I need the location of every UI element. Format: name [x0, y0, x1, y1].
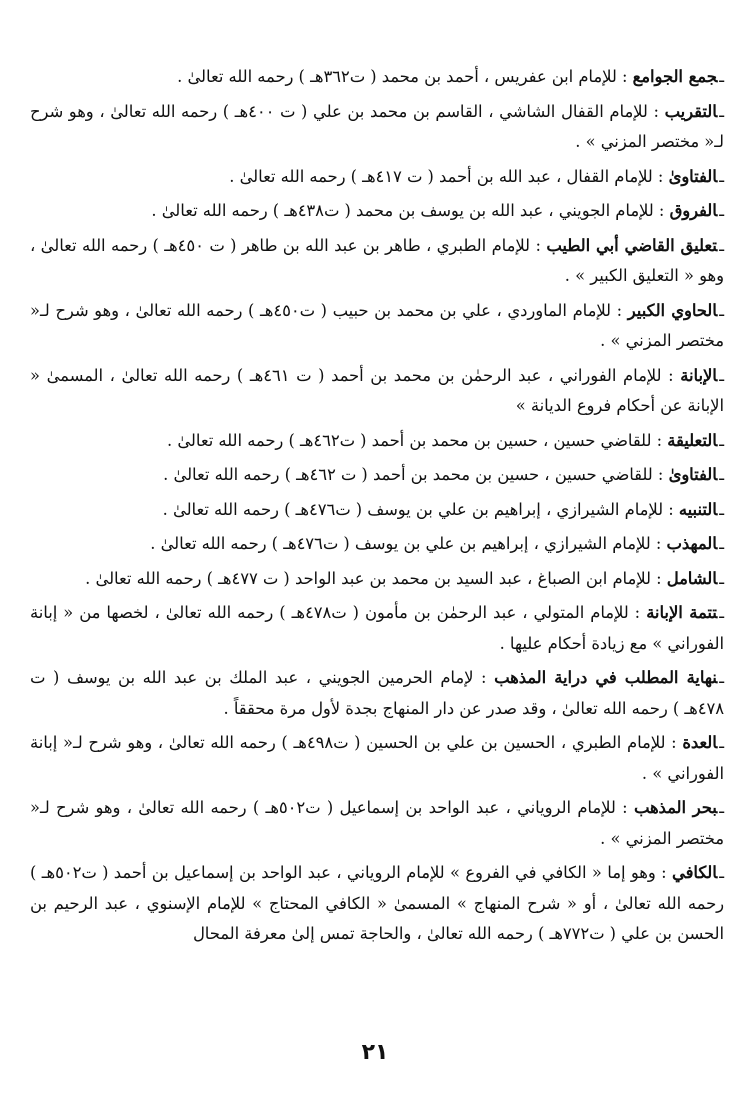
list-item: ـالكافي : وهو إما « الكافي في الفروع » للإمام الروياني ، عبد الواحد بن إسماعيل بن أحمد ( ت٥٠٢هـ ) رحمه الله تعالىٰ ، أو « شرح المنهاج » المسمىٰ « الكافي المحتاج » للإمام الإسنوي ، عبد الرحيم بن الحسن بن علي ( ت٧٧٢هـ ) رحمه الله تعالىٰ ، والحاجة تمس إلىٰ معرفة المحال: [30, 863, 725, 943]
book-title: التعليقة: [667, 430, 718, 450]
book-description: : للإمام الماوردي ، علي بن محمد بن حبيب ( ت٤٥٠هـ ) رحمه الله تعالىٰ ، وهو شرح لـ« مختصر المزني » .: [30, 300, 724, 350]
list-item: ـبحر المذهب : للإمام الروياني ، عبد الواحد بن إسماعيل ( ت٥٠٢هـ ) رحمه الله تعالىٰ ، وهو شرح لـ« مختصر المزني » .: [30, 798, 724, 848]
list-item: ـالشامل : للإمام ابن الصباغ ، عبد السيد بن محمد بن عبد الواحد ( ت ٤٧٧هـ ) رحمه الله تعالىٰ .: [85, 568, 724, 588]
list-item: ـالتقريب : للإمام القفال الشاشي ، القاسم بن محمد بن علي ( ت ٤٠٠هـ ) رحمه الله تعالىٰ ، وهو شرح لـ« مختصر المزني » .: [30, 101, 725, 151]
list-item: ـتتمة الإبانة : للإمام المتولي ، عبد الرحمٰن بن مأمون ( ت٤٧٨هـ ) رحمه الله تعالىٰ ، لخصها من « إبانة الفوراني » مع زيادة أحكام عليها .: [30, 603, 725, 653]
book-description: : للإمام ابن عفريس ، أحمد بن محمد ( ت٣٦٢هـ ) رحمه الله تعالىٰ .: [177, 67, 633, 86]
book-description: : للإمام الجويني ، عبد الله بن يوسف بن محمد ( ت٤٣٨هـ ) رحمه الله تعالىٰ .: [151, 201, 670, 220]
book-title: الكافي: [672, 863, 718, 882]
book-title: الشامل: [666, 568, 718, 588]
book-description: : للإمام الفوراني ، عبد الرحمٰن بن محمد بن أحمد ( ت ٤٦١هـ ) رحمه الله تعالىٰ ، المسمىٰ « الإبانة عن أحكام فروع الديانة »: [30, 365, 724, 415]
book-description: : لإمام الحرمين الجويني ، عبد الملك بن عبد الله بن يوسف ( ت ٤٧٨هـ ) رحمه الله تعالىٰ ، وقد صدر عن دار المنهاج بجدة لأول مرة محققاً .: [30, 668, 724, 718]
list-item: ـتعليق القاضي أبي الطيب : للإمام الطبري ، طاهر بن عبد الله بن طاهر ( ت ٤٥٠هـ ) رحمه الله تعالىٰ ، وهو « التعليق الكبير » .: [30, 235, 724, 285]
book-description: : للإمام الروياني ، عبد الواحد بن إسماعيل ( ت٥٠٢هـ ) رحمه الله تعالىٰ ، وهو شرح لـ« مختصر المزني » .: [30, 798, 724, 848]
list-item: ـنهاية المطلب في دراية المذهب : لإمام الحرمين الجويني ، عبد الملك بن عبد الله بن يوسف ( ت ٤٧٨هـ ) رحمه الله تعالىٰ ، وقد صدر عن دار المنهاج بجدة لأول مرة محققاً .: [30, 668, 724, 718]
page-body: [30, 62, 724, 954]
book-title: نهاية المطلب في دراية المذهب: [494, 668, 718, 687]
book-description: : للقاضي حسين ، حسين بن محمد بن أحمد ( ت ٤٦٢هـ ) رحمه الله تعالىٰ .: [163, 465, 669, 484]
book-title: تعليق القاضي أبي الطيب: [546, 235, 718, 255]
book-title: الفتاوىٰ: [668, 166, 718, 186]
book-description: : للإمام ابن الصباغ ، عبد السيد بن محمد بن عبد الواحد ( ت ٤٧٧هـ ) رحمه الله تعالىٰ .: [85, 568, 667, 588]
book-title: جمع الجوامع: [632, 67, 718, 86]
book-title: التقريب: [664, 101, 718, 121]
book-title: العدة: [682, 733, 718, 752]
book-description: : للإمام الشيرازي ، إبراهيم بن علي بن يوسف ( ت٤٧٦هـ ) رحمه الله تعالىٰ .: [150, 534, 667, 553]
list-item: ـالتعليقة : للقاضي حسين ، حسين بن محمد بن أحمد ( ت٤٦٢هـ ) رحمه الله تعالىٰ .: [167, 430, 724, 450]
list-item: ـالعدة : للإمام الطبري ، الحسين بن علي بن الحسين ( ت٤٩٨هـ ) رحمه الله تعالىٰ ، وهو شرح لـ« إبانة الفوراني » .: [30, 733, 724, 783]
book-description: : للقاضي حسين ، حسين بن محمد بن أحمد ( ت٤٦٢هـ ) رحمه الله تعالىٰ .: [167, 430, 668, 450]
list-item: ـالفروق : للإمام الجويني ، عبد الله بن يوسف بن محمد ( ت٤٣٨هـ ) رحمه الله تعالىٰ .: [151, 201, 724, 220]
book-title: الحاوي الكبير: [627, 300, 718, 320]
list-item: ـالإبانة : للإمام الفوراني ، عبد الرحمٰن بن محمد بن أحمد ( ت ٤٦١هـ ) رحمه الله تعالىٰ ، المسمىٰ « الإبانة عن أحكام فروع الديانة »: [30, 365, 725, 415]
book-title: بحر المذهب: [633, 798, 718, 817]
book-title: المهذب: [666, 534, 718, 553]
book-title: التنبيه: [678, 499, 718, 519]
list-item: ـالحاوي الكبير : للإمام الماوردي ، علي بن محمد بن حبيب ( ت٤٥٠هـ ) رحمه الله تعالىٰ ، وهو شرح لـ« مختصر المزني » .: [30, 300, 725, 350]
book-title: الفروق: [669, 201, 718, 220]
page-number: ٢١: [361, 1040, 389, 1065]
list-item: ـجمع الجوامع : للإمام ابن عفريس ، أحمد بن محمد ( ت٣٦٢هـ ) رحمه الله تعالىٰ .: [177, 67, 724, 86]
list-item: ـالفتاوىٰ : للقاضي حسين ، حسين بن محمد بن أحمد ( ت ٤٦٢هـ ) رحمه الله تعالىٰ .: [163, 465, 724, 484]
list-item: ـالتنبيه : للإمام الشيرازي ، إبراهيم بن علي بن يوسف ( ت٤٧٦هـ ) رحمه الله تعالىٰ .: [162, 499, 724, 519]
book-description: : للإمام الطبري ، الحسين بن علي بن الحسين ( ت٤٩٨هـ ) رحمه الله تعالىٰ ، وهو شرح لـ« إبانة الفوراني » .: [30, 733, 724, 783]
list-item: ـالمهذب : للإمام الشيرازي ، إبراهيم بن علي بن يوسف ( ت٤٧٦هـ ) رحمه الله تعالىٰ .: [150, 534, 724, 553]
book-title: الإبانة: [680, 365, 718, 385]
book-description: : للإمام المتولي ، عبد الرحمٰن بن مأمون ( ت٤٧٨هـ ) رحمه الله تعالىٰ ، لخصها من « إبانة الفوراني » مع زيادة أحكام عليها .: [30, 603, 724, 653]
book-description: : للإمام القفال الشاشي ، القاسم بن محمد بن علي ( ت ٤٠٠هـ ) رحمه الله تعالىٰ ، وهو شرح لـ« مختصر المزني » .: [30, 101, 724, 151]
book-title: الفتاوىٰ: [668, 465, 718, 484]
book-description: : للإمام الشيرازي ، إبراهيم بن علي بن يوسف ( ت٤٧٦هـ ) رحمه الله تعالىٰ .: [162, 499, 679, 519]
book-description: : للإمام الطبري ، طاهر بن عبد الله بن طاهر ( ت ٤٥٠هـ ) رحمه الله تعالىٰ ، وهو « التعليق الكبير » .: [30, 235, 724, 285]
book-title: تتمة الإبانة: [646, 603, 718, 622]
list-item: ـالفتاوىٰ : للإمام القفال ، عبد الله بن أحمد ( ت ٤١٧هـ ) رحمه الله تعالىٰ .: [229, 166, 724, 186]
book-description: : للإمام القفال ، عبد الله بن أحمد ( ت ٤١٧هـ ) رحمه الله تعالىٰ .: [229, 166, 669, 186]
book-description: : وهو إما « الكافي في الفروع » للإمام الروياني ، عبد الواحد بن إسماعيل بن أحمد ( ت٥٠٢هـ ) رحمه الله تعالىٰ ، أو « شرح المنهاج » المسمىٰ « الكافي المحتاج » للإمام الإسنوي ، عبد الرحيم بن الحسن بن علي ( ت٧٧٢هـ ) رحمه الله تعالىٰ ، والحاجة تمس إلىٰ معرفة المحال: [30, 863, 724, 943]
